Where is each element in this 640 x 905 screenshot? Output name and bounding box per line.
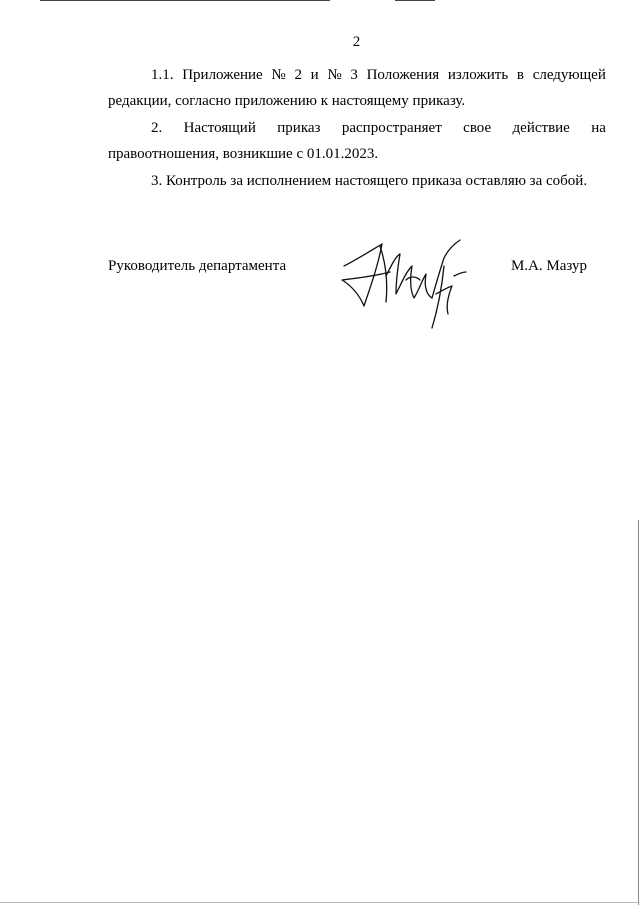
scan-artifact-edge (638, 520, 639, 905)
word: свое (463, 120, 492, 136)
word: действие (512, 120, 570, 136)
paragraph-line: 3. Контроль за исполнением настоящего приказа оставляю за собой. (151, 173, 588, 189)
word: Настоящий (183, 120, 256, 136)
word: распространяет (341, 120, 442, 136)
paragraph-line: правоотношения, возникшие с 01.01.2023. (108, 146, 379, 162)
word: 2 (294, 67, 302, 83)
word: в (516, 67, 524, 83)
page-number: 2 (352, 34, 361, 50)
paragraph-line (108, 115, 606, 141)
scan-artifact-edge (0, 902, 640, 903)
paragraph-line (108, 62, 606, 88)
paragraph-1-1 (108, 62, 606, 114)
word: приказ (277, 120, 321, 136)
word: следующей (532, 67, 606, 83)
word: и (310, 67, 319, 83)
paragraph-line: редакции, согласно приложению к настоящему приказу. (108, 93, 466, 109)
word: № (271, 67, 286, 83)
paragraph-2 (108, 115, 606, 167)
word: Положения (366, 67, 440, 83)
word: 3 (350, 67, 358, 83)
word: на (591, 120, 606, 136)
scan-artifact-line (395, 0, 435, 1)
word: № (327, 67, 342, 83)
word: изложить (447, 67, 509, 83)
word: 1.1. (151, 67, 174, 83)
signature-block (108, 246, 588, 326)
signatory-name: М.А. Мазур (511, 258, 588, 274)
handwritten-signature (336, 236, 476, 332)
scan-artifact-line (40, 0, 330, 1)
paragraph-3 (108, 168, 606, 194)
word: 2. (151, 120, 163, 136)
signatory-role: Руководитель департамента (108, 258, 287, 274)
word: Приложение (182, 67, 263, 83)
